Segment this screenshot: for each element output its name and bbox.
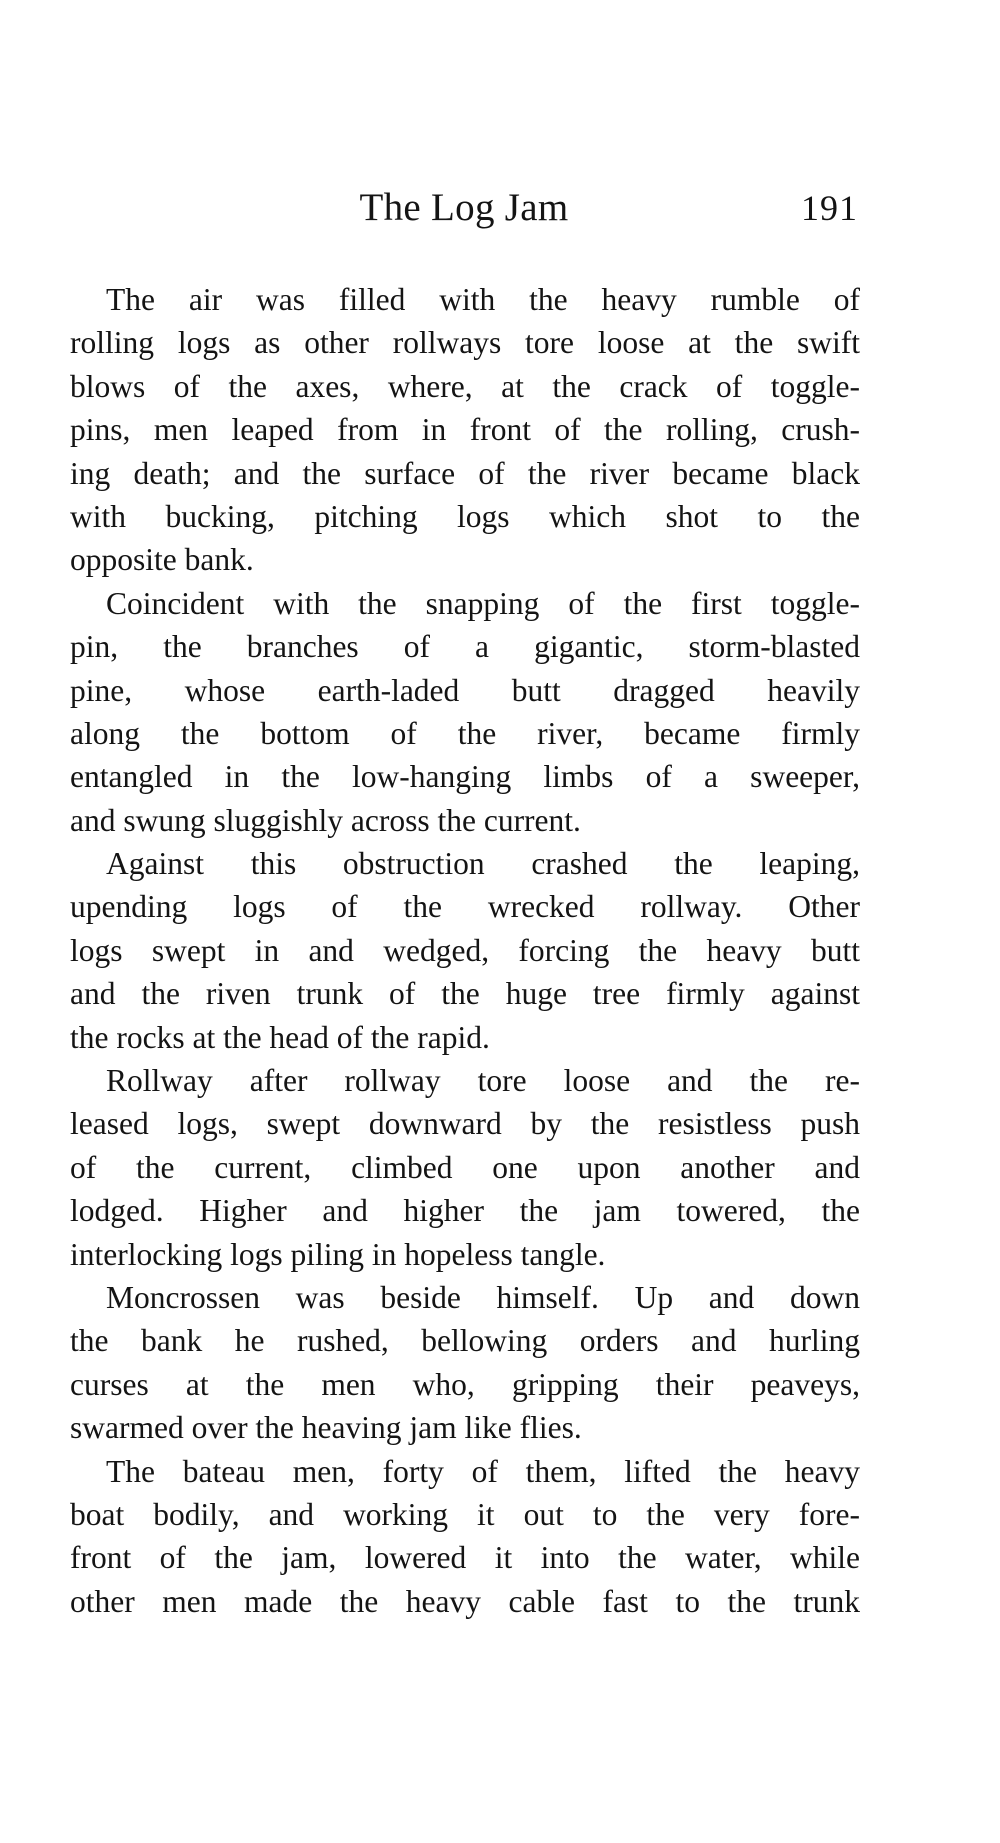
text-line: blows of the axes, where, at the crack of toggle- [70, 368, 860, 404]
paragraph [70, 842, 860, 1059]
text-line: pin, the branches of a gigantic, storm-blasted [70, 629, 860, 665]
text-line: and swung sluggishly across the current. [70, 802, 581, 838]
text-line: The bateau men, forty of them, lifted the heavy [106, 1453, 860, 1489]
text-line: Moncrossen was beside himself. Up and down [106, 1279, 860, 1315]
text-line: boat bodily, and working it out to the very fore- [70, 1496, 860, 1532]
text-line: interlocking logs piling in hopeless tangle. [70, 1236, 606, 1272]
page-number: 191 [801, 188, 858, 228]
text-line: and the riven trunk of the huge tree firmly against [70, 976, 860, 1012]
body-text [70, 278, 860, 1623]
text-line: the bank he rushed, bellowing orders and hurling [70, 1323, 860, 1359]
text-line: rolling logs as other rollways tore loose at the swift [70, 325, 860, 361]
text-line: opposite bank. [70, 542, 254, 578]
paragraph [70, 1059, 860, 1276]
text-line: pine, whose earth-laded butt dragged heavily [70, 672, 860, 708]
text-line: Coincident with the snapping of the first toggle- [106, 585, 860, 621]
text-line: lodged. Higher and higher the jam towered, the [70, 1193, 860, 1229]
text-line: Against this obstruction crashed the leaping, [106, 846, 860, 882]
text-line: other men made the heavy cable fast to the trunk [70, 1583, 860, 1619]
text-line: ing death; and the surface of the river became black [70, 455, 860, 491]
text-line: the rocks at the head of the rapid. [70, 1019, 490, 1055]
paragraph [70, 278, 860, 582]
chapter-title: The Log Jam [359, 186, 569, 229]
text-line: logs swept in and wedged, forcing the heavy butt [70, 932, 860, 968]
text-line: pins, men leaped from in front of the rolling, crush- [70, 412, 860, 448]
text-line: leased logs, swept downward by the resistless push [70, 1106, 860, 1142]
text-line: front of the jam, lowered it into the water, while [70, 1540, 860, 1576]
paragraph [70, 1276, 860, 1450]
text-line: entangled in the low-hanging limbs of a sweeper, [70, 759, 860, 795]
text-line: with bucking, pitching logs which shot to the [70, 498, 860, 534]
running-head [70, 184, 858, 232]
text-line: of the current, climbed one upon another and [70, 1149, 860, 1185]
paragraph [70, 1450, 860, 1624]
text-line: Rollway after rollway tore loose and the re- [106, 1063, 860, 1099]
text-line: along the bottom of the river, became firmly [70, 715, 860, 751]
text-line: upending logs of the wrecked rollway. Other [70, 889, 860, 925]
paragraph [70, 582, 860, 842]
text-line: swarmed over the heaving jam like flies. [70, 1410, 582, 1446]
text-line: The air was filled with the heavy rumble of [106, 282, 860, 317]
text-line: curses at the men who, gripping their peaveys, [70, 1366, 860, 1402]
